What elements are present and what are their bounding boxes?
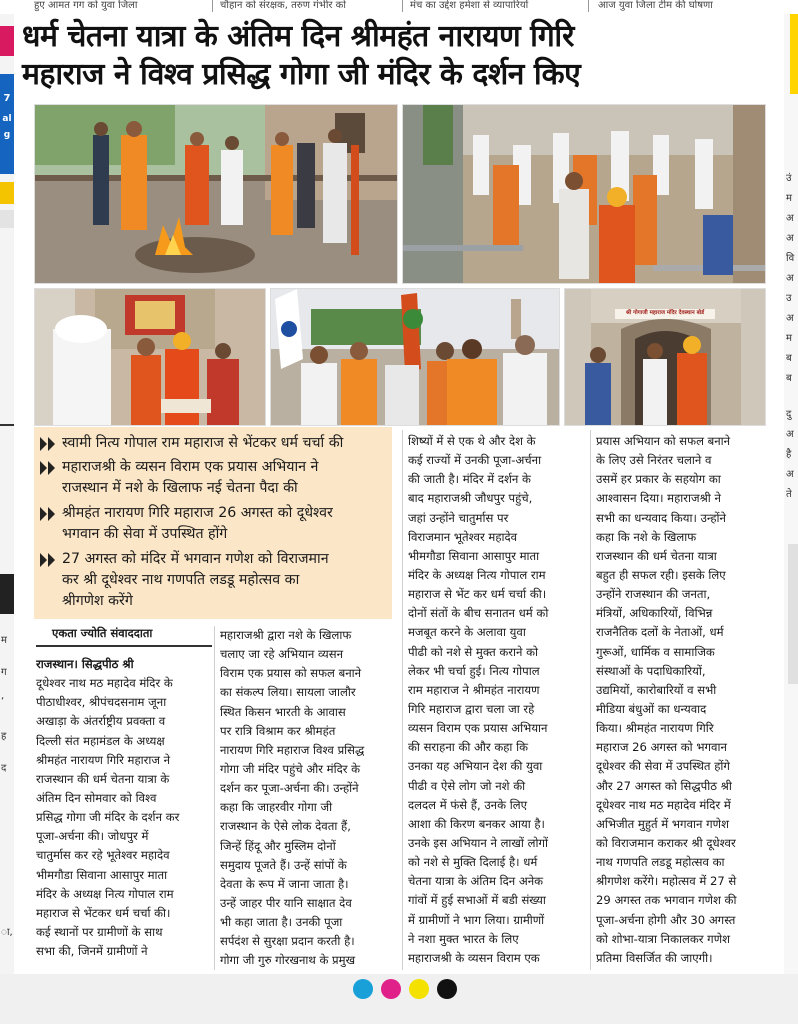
highlight-line: महाराजश्री के व्यसन विराम एक प्रयास अभियान ने (62, 459, 319, 475)
article-line: सभा की, जिनमें ग्रामीणों ने (36, 944, 148, 959)
article-line: पूजा-अर्चना की। जोधपुर में (36, 829, 149, 844)
article-line: 29 अगस्त तक भगवान गणेश की (596, 893, 737, 908)
magenta-block (0, 26, 14, 56)
article-line: मंदिर के अध्यक्ष नित्य गोपाल राम (408, 567, 546, 582)
havan-ceremony-photo (34, 104, 398, 284)
article-line: दर्शन कर पूजा-अर्चना की। उन्होंने (220, 781, 359, 796)
headline (22, 18, 782, 94)
article-line: महाराजश्री के व्यसन विराम एक (408, 950, 540, 965)
article-line: ने नशा मुक्त भारत के लिए (408, 931, 519, 946)
article-line: कई राज्यों में उनकी पूजा-अर्चना (408, 453, 542, 468)
yellow-edge-block (790, 14, 798, 94)
article-line: बहुत ही सफल रही। इसके लिए (596, 567, 726, 582)
edge-icon (0, 210, 14, 228)
cyan-registration-mark (353, 979, 373, 999)
article-line: में ग्रामीणों ने भाग लिया। ग्रामीणों (408, 912, 545, 927)
highlight-line: भगवान की सेवा में उपस्थित होंगे (62, 526, 228, 542)
article-line: कहा कि जाहरवीर गोगा जी (220, 800, 333, 815)
article-line: के लिए उसे निरंतर चलाने व (596, 453, 712, 468)
article-line: गांवों में हुई सभाओं में बडी संख्या (408, 893, 546, 908)
article-line: भीमगौडा सिवाना आसापुर माता (408, 548, 540, 563)
highlight-line: कर श्री दूधेश्वर नाथ गणपति लडडू महोत्सव का (62, 572, 300, 588)
article-column-3 (408, 432, 588, 968)
article-line: प्रयास अभियान को सफल बनाने (596, 434, 731, 448)
article-line: अखाड़ा के अंतर्राष्ट्रीय प्रवक्ता व (36, 714, 166, 729)
article-line: विराम एक प्रयास को सफल बनाने (220, 666, 362, 681)
highlight-line: स्वामी नित्य गोपाल राम महाराज से भेंटकर धर्म चर्चा की (62, 435, 344, 451)
article-line: आश्वासन दिया। महाराजश्री ने (596, 491, 721, 506)
edge-char: ‘ (1, 696, 5, 707)
article-line: बाद महाराजश्री जौधपुर पहुंचे, (408, 491, 533, 506)
page-bottom-margin (0, 974, 798, 1024)
temple-worship-photo (34, 288, 266, 426)
highlights-box (34, 427, 392, 619)
highlight-text (62, 457, 392, 499)
column-divider (590, 430, 591, 970)
saints-group-photo (270, 288, 560, 426)
article-line: दोनों संतों के बीच सनातन धर्म को (408, 606, 549, 621)
article-line: गोगा जी मंदिर पहुंचे और मंदिर के (220, 761, 361, 776)
edge-char: ब (786, 353, 792, 364)
article-line: मंदिर के अध्यक्ष नित्य गोपाल राम (36, 886, 174, 901)
article-line: गोगा जी गुरु गोरखनाथ के प्रमुख (220, 953, 356, 968)
article-line: संस्थाओं के पदाधिकारियों, (596, 663, 706, 678)
article-line: गुरूओं, धार्मिक व सामाजिक (596, 644, 715, 659)
edge-char: ब (786, 373, 792, 384)
article-line: राजनैतिक दलों के नेताओं, धर्म (596, 625, 724, 640)
column-divider (588, 0, 589, 12)
edge-char: अ (786, 313, 794, 324)
article-line: सर्पदंश से सुरक्षा प्रदान करती है। (220, 934, 355, 949)
article-line: स्थित किसन भारती के आवास (220, 704, 346, 719)
headline-line: महाराज ने विश्व प्रसिद्ध गोगा जी मंदिर के दर्शन किए (22, 57, 581, 92)
edge-char: उं (786, 173, 792, 184)
edge-char: म (1, 635, 7, 646)
top-strip-text: आज युवा जिला टीम की घोषणा (598, 0, 713, 11)
column-divider (402, 0, 403, 12)
article-line: मंत्रियों, अधिकारियों, विभिन्न (596, 606, 713, 621)
byline: एकता ज्योति संवाददाता (52, 626, 153, 640)
article-line: का संकल्प लिया। सायला जालौर (220, 685, 356, 700)
article-line: समुदाय पूजते हैं। उन्हें सांपों के (220, 857, 347, 872)
article-line: पर रात्रि विश्राम कर श्रीमहंत (220, 723, 336, 738)
article-line: प्रतिमा विसर्जित की जाएगी। (596, 950, 713, 965)
article-line: उन्होंने राजस्थान की जनता, (596, 587, 711, 602)
edge-char: वि (786, 253, 795, 264)
top-strip-text: मंच का उद्देश हमेशा से व्यापारियों (410, 0, 529, 11)
article-line: कहा कि नशे के खिलाफ (596, 529, 697, 544)
article-line: राजस्थान की धर्म चेतना यात्रा (596, 548, 717, 563)
temple-gate-photo (564, 288, 766, 426)
edge-char: द (1, 763, 7, 774)
edge-char: अ (786, 273, 794, 284)
highlight-text (62, 503, 392, 545)
article-line: और 27 अगस्त को सिद्धपीठ श्री (596, 778, 732, 793)
article-line: नारायण गिरि महाराज विश्व प्रसिद्ध (220, 742, 365, 757)
edge-rule (0, 424, 14, 426)
highlight-line: राजस्थान में नशे के खिलाफ नई चेतना पैदा की (62, 480, 298, 496)
highlight-text (62, 549, 392, 612)
article-line: श्रीमहंत नारायण गिरि महाराज ने (36, 752, 171, 767)
article-line: चलाए जा रहे अभियान व्यसन (220, 647, 344, 662)
article-line: जिन्हें हिंदू और मुस्लिम दोनों (220, 838, 336, 853)
article-line: पीढी व ऐसे लोग जो नशे की (408, 778, 526, 793)
article-line: उनके इस अभियान ने लाखों लोगों (408, 835, 548, 850)
top-strip (0, 0, 798, 14)
article-column-1 (36, 655, 212, 961)
right-edge-strip (784, 14, 798, 974)
column-divider (402, 430, 403, 970)
article-line: नाथ गणपति लडडू महोत्सव का (596, 855, 725, 870)
highlight-line: श्रीमहंत नारायण गिरि महाराज 26 अगस्त को दूधेश्वर (62, 505, 333, 521)
article-line: राजस्थान के ऐसे लोक देवता हैं, (220, 819, 351, 834)
headline-line: धर्म चेतना यात्रा के अंतिम दिन श्रीमहंत नारायण गिरि (22, 19, 574, 54)
article-line: पीढी को नशे से मुक्त कराने को (408, 644, 539, 659)
article-line: प्रसिद्ध गोगा जी मंदिर के दर्शन कर (36, 810, 180, 825)
article-line: पीठाधीश्वर, श्रीपंचदसनाम जूना (36, 695, 167, 710)
article-line: की सराहना की और कहा कि (408, 740, 528, 755)
edge-char: अ (786, 233, 794, 244)
article-line: महाराज 26 अगस्त को भगवान (596, 740, 727, 755)
edge-text: al (2, 114, 12, 124)
article-line: उद्यमियों, कारोबारियों व सभी (596, 682, 717, 697)
article-line: किया। श्रीमहंत नारायण गिरि (596, 721, 714, 736)
highlight-line: श्रीगणेश करेंगे (62, 593, 133, 609)
edge-char: है (786, 449, 792, 460)
article-line: सभी का धन्यवाद किया। उन्होंने (596, 510, 726, 525)
article-line: दलदल में फंसे हैं, उनके लिए (408, 797, 527, 812)
edge-char: उ (786, 293, 792, 304)
article-line: जहां उन्होंने चातुर्मास पर (408, 510, 509, 525)
left-edge-strip (0, 14, 14, 974)
edge-char: दु (786, 409, 792, 420)
edge-char: ा, (1, 927, 13, 938)
article-line: चातुर्मास कर रहे भूतेश्वर महादेव (36, 848, 170, 863)
article-line: लेकर भी चर्चा हुई। नित्य गोपाल (408, 663, 540, 678)
double-arrow-icon (40, 437, 58, 451)
edge-char: म (786, 333, 792, 344)
article-line: अंतिम दिन सोमवार को विश्व (36, 790, 157, 805)
article-column-4 (596, 432, 782, 968)
edge-char: अ (786, 213, 794, 224)
article-line: दूधेश्वर नाथ मठ महादेव मंदिर के (36, 676, 173, 691)
double-arrow-icon (40, 461, 58, 475)
crowd-procession-photo (402, 104, 766, 284)
highlight-line: 27 अगस्त को मंदिर में भगवान गणेश को विराजमान (62, 551, 329, 567)
top-strip-text: चौहान को संरक्षक, तरुण गंभीर को (220, 0, 346, 11)
article-line: उनका यह अभियान देश की युवा (408, 759, 543, 774)
article-line: विराजमान भूतेश्वर महादेव (408, 529, 518, 544)
edge-char: म (786, 193, 792, 204)
article-line: महाराज से भेंटकर धर्म चर्चा की। (36, 905, 171, 920)
article-line: उसमें हर प्रकार के सहयोग का (596, 472, 721, 487)
article-line: शिष्यों में से एक थे और देश के (408, 434, 536, 448)
double-arrow-icon (40, 507, 58, 521)
yellow-registration-mark (409, 979, 429, 999)
top-strip-text: हुए आमत गग को युवा जिला (34, 0, 138, 11)
article-line: अभिजीत मुहुर्त में भगवान गणेश (596, 816, 729, 831)
article-line: कई स्थानों पर ग्रामीणों के साथ (36, 924, 163, 939)
edge-photo-fragment (788, 544, 798, 684)
article-line: महाराजश्री द्वारा नशे के खिलाफ (220, 628, 352, 642)
article-line: राजस्थान। सिद्धपीठ श्री (36, 657, 134, 671)
byline-rule (36, 645, 212, 647)
article-line: चेतना यात्रा के अंतिम दिन अनेक (408, 874, 544, 889)
article-line: आशा की किरण बनकर आया है। (408, 816, 545, 831)
article-line: मजबूत करने के अलावा युवा (408, 625, 526, 640)
article-line: उन्हें जाहर पीर यानि साक्षात देव (220, 895, 352, 910)
article-line: की जाती है। मंदिर में दर्शन के (408, 472, 531, 487)
article-line: को विराजमान कराकर श्री दूधेश्वर (596, 835, 736, 850)
edge-char: ह (1, 731, 7, 742)
article-column-2 (220, 626, 400, 971)
edge-dark-block (0, 574, 14, 614)
magenta-registration-mark (381, 979, 401, 999)
black-registration-mark (437, 979, 457, 999)
edge-number: 7 (3, 93, 11, 104)
article-line: राम महाराज ने श्रीमहंत नारायण (408, 682, 540, 697)
temple-sign: श्री गोगाजी महाराज मंदिर देवस्थान बोर्ड (625, 310, 705, 316)
double-arrow-icon (40, 553, 58, 567)
edge-char: अ (786, 429, 794, 440)
article-line: मीडिया बंधुओं का धन्यवाद (596, 701, 707, 716)
article-line: महाराज से भेंट कर धर्म चर्चा की। (408, 587, 547, 602)
edge-text: g (3, 130, 11, 140)
column-divider (212, 0, 213, 12)
article-line: दूधेश्वर की सेवा में उपस्थित होंगे (596, 759, 730, 774)
article-line: श्रीगणेश करेंगे। महोत्सव में 27 से (596, 874, 737, 889)
article-line: भीमगौडा सिवाना आसापुर माता (36, 867, 168, 882)
article-line: व्यसन विराम एक प्रयास अभियान (408, 721, 548, 736)
article-line: देवता के रूप में जाना जाता है। (220, 876, 349, 891)
article-line: राजस्थान की धर्म चेतना यात्रा के (36, 771, 170, 786)
highlight-text (62, 433, 392, 454)
article-line: दूधेश्वर नाथ मठ महादेव मंदिर में (596, 797, 731, 812)
yellow-block (0, 182, 14, 204)
article-line: पूजा-अर्चना होगी और 30 अगस्त (596, 912, 736, 927)
article-line: को नशे से मुक्ति दिलाई है। धर्म (408, 855, 538, 870)
article-line: को शोभा-यात्रा निकालकर गणेश (596, 931, 730, 946)
edge-char: अ (786, 469, 794, 480)
article-line: भी कहा जाता है। उनकी पूजा (220, 915, 343, 930)
column-divider (214, 626, 215, 970)
edge-char: ग (1, 667, 7, 678)
edge-char: ते (786, 489, 792, 500)
article-line: गिरि महाराज द्वारा चला जा रहे (408, 701, 535, 716)
article-line: दिल्ली संत महामंडल के अध्यक्ष (36, 733, 165, 748)
